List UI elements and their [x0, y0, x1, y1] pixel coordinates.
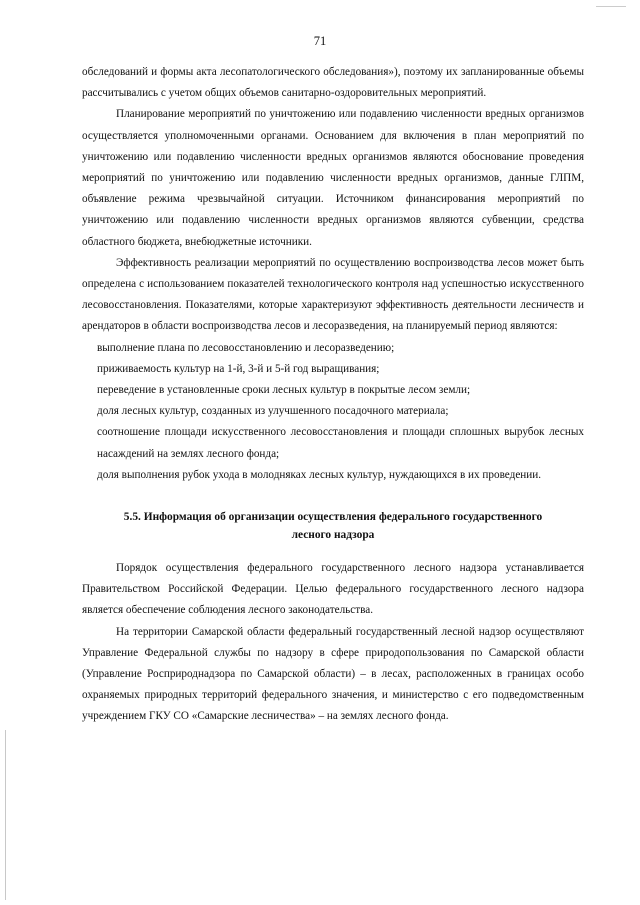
section-heading-line2: лесного надзора — [291, 529, 375, 542]
indicator-item: доля лесных культур, созданных из улучшенного посадочного материала; — [97, 405, 449, 418]
paragraph-samara-supervision: На территории Самарской области федеральный государственный лесной надзор осуществляют Управление Федеральной службы по надзору в сфере природопользования по Самарской области (Управление Росприроднадзора по Самарской области) – в лесах, расположенных в границах особо охраняемых природных территорий федерального значения, и министерство с его подведомственным учреждением ГКУ СО «Самарские лесничества» – на землях лесного фонда. — [82, 625, 584, 723]
paragraph-continuation: обследований и формы акта лесопатологического обследования»), поэтому их запланированные объемы рассчитывались с учетом общих объемов санитарно-оздоровительных мероприятий. — [82, 66, 584, 100]
indicator-item: выполнение плана по лесовосстановлению и лесоразведению; — [97, 341, 395, 354]
paragraph-reforestation-efficiency: Эффективность реализации мероприятий по осуществлению воспроизводства лесов может быть определена с использованием показателей технологического контроля над успешностью искусственного лесовосстановления. Показателями, которые характеризуют эффективность деятельности лесничеств и арендаторов в области воспроизводства лесов и лесоразведения, на планируемый период являются: — [82, 256, 584, 333]
indicator-item: соотношение площади искусственного лесовосстановления и площади сплошных вырубок лесных насаждений на землях лесного фонда; — [97, 426, 584, 460]
indicator-item: приживаемость культур на 1-й, 3-й и 5-й год выращивания; — [97, 362, 380, 375]
scan-edge-line — [5, 730, 6, 900]
document-body — [82, 62, 584, 728]
section-heading-line1: 5.5. Информация об организации осуществления федерального государственного — [123, 511, 543, 524]
indicator-item: переведение в установленные сроки лесных культур в покрытые лесом земли; — [97, 384, 471, 397]
indicator-item: доля выполнения рубок ухода в молодняках лесных культур, нуждающихся в их проведении. — [97, 468, 542, 481]
section-heading — [82, 508, 584, 544]
paragraph-forest-supervision-order: Порядок осуществления федерального государственного лесного надзора устанавливается Правительством Российской Федерации. Целью федерального государственного лесного надзора является обеспечение соблюдения лесного законодательства. — [82, 562, 584, 617]
indicator-list — [82, 338, 584, 486]
page-number: 71 — [313, 34, 327, 48]
corner-scan-mark — [596, 6, 626, 7]
paragraph-pest-control-planning: Планирование мероприятий по уничтожению или подавлению численности вредных организмов осуществляется уполномоченными органами. Основанием для включения в план мероприятий по уничтожению или подавлению численности вредных организмов являются обоснование проведения мероприятий по уничтожению или подавлению численности вредных организмов, данные ГЛПМ, объявление режима чрезвычайной ситуации. Источником финансирования мероприятий по уничтожению или подавлению численности вредных организмов являются субвенции, средства областного бюджета, внебюджетные источники. — [82, 108, 584, 248]
